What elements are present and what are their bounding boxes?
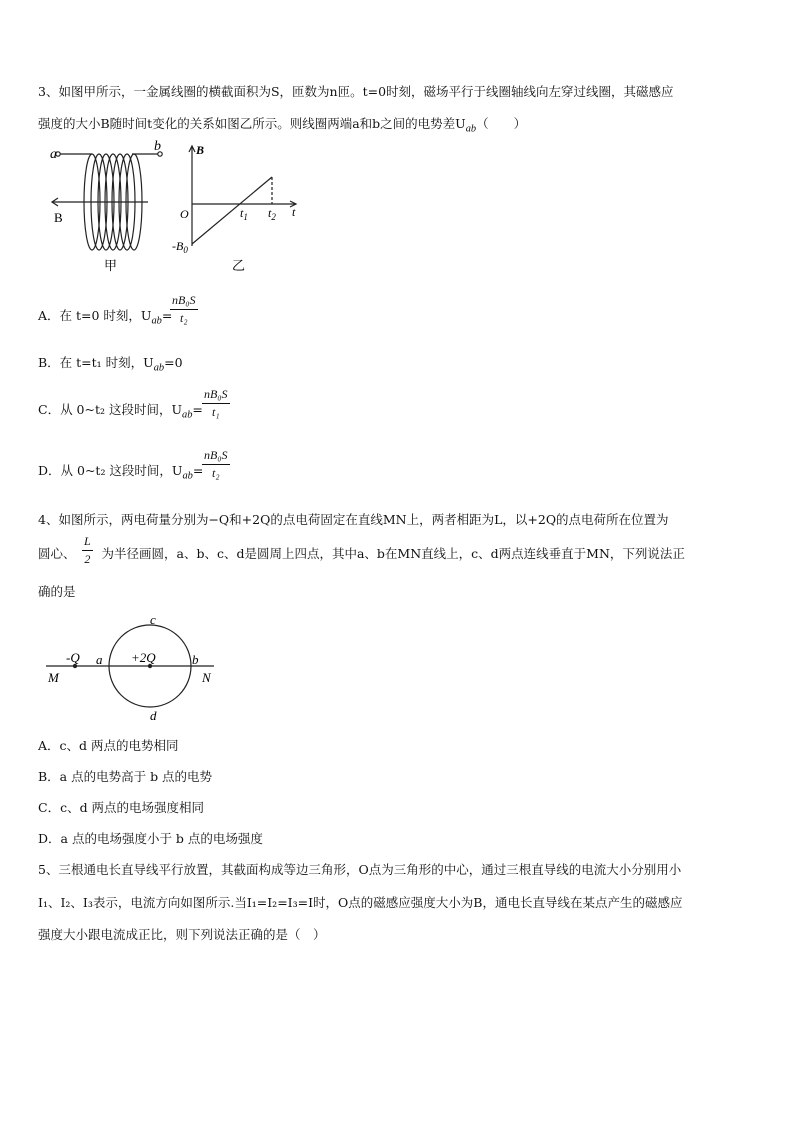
graph-origin: O — [180, 207, 189, 221]
q3-option-c-fraction: nB₀S t₁ — [204, 387, 228, 419]
q3-option-b[interactable]: B．在 t=t₁ 时刻，$U_{ab}=0$ — [38, 355, 183, 374]
q3-option-d[interactable]: D．从 0~t₂ 这段时间，$U_{ab}=$ — [38, 463, 204, 482]
q4-option-c[interactable]: C．c、d 两点的电场强度相同 — [38, 800, 205, 815]
q5-stem-line2: I₁、I₂、I₃表示，电流方向如图所示.当I₁=I₂=I₃=I时，O点的磁感应强度大小为B，通电长直导线在某点产生的磁感应 — [38, 895, 683, 910]
point-d: d — [150, 708, 157, 723]
q4-figure-circle — [38, 610, 228, 725]
coil-label-b: b — [154, 140, 161, 154]
point-a: a — [96, 652, 103, 667]
point-c: c — [150, 612, 156, 627]
q4-radius-fraction: L 2 — [84, 534, 91, 566]
graph-t1: $t_1$ — [240, 206, 248, 222]
graph-t2: $t_2$ — [268, 206, 276, 222]
point-b: b — [192, 652, 199, 667]
charge-negQ: -Q — [66, 650, 80, 665]
q4-option-a[interactable]: A．c、d 两点的电势相同 — [38, 738, 179, 753]
q4-stem-line2: 圆心、 为半径画圆，a、b、c、d是圆周上四点，其中a、b在MN直线上，c、d两点连线垂直于MN，下列说法正 — [38, 546, 685, 561]
q3-figure-coil — [48, 140, 166, 275]
q4-stem-line1: 4、如图所示，两电荷量分别为−Q和+2Q的点电荷固定在直线MN上，两者相距为L，以+2Q的点电荷所在位置为 — [38, 512, 669, 527]
coil-label-a: a — [50, 147, 57, 162]
label-M: M — [48, 670, 59, 685]
q3-stem-line2: 强度的大小B随时间t变化的关系如图乙所示。则线圈两端a和b之间的电势差$U_{ab}$（ ） — [38, 116, 527, 135]
q4-stem-line3: 确的是 — [38, 584, 76, 599]
q3-option-d-fraction: nB₀S t₂ — [204, 448, 228, 480]
q3-option-a-fraction: nB₀S t₂ — [172, 293, 196, 325]
q5-stem-line1: 5、三根通电长直导线平行放置，其截面构成等边三角形，O点为三角形的中心，通过三根直导线的电流大小分别用小 — [38, 862, 682, 877]
graph-xlabel: t — [292, 205, 296, 219]
q3-option-a[interactable]: A．在 t=0 时刻，$U_{ab}=$ — [38, 308, 173, 327]
q4-option-b[interactable]: B．a 点的电势高于 b 点的电势 — [38, 769, 213, 784]
graph-caption: 乙 — [232, 258, 246, 273]
graph-negB0: $-B_0$ — [172, 239, 188, 255]
q3-figure-graph — [168, 140, 308, 275]
q5-stem-line3: 强度大小跟电流成正比，则下列说法正确的是（ ） — [38, 927, 326, 942]
coil-caption: 甲 — [104, 258, 118, 273]
graph-ylabel: B — [196, 143, 205, 157]
q3-stem-line1: 3、如图甲所示，一金属线圈的横截面积为S，匝数为n匝。t=0时刻，磁场平行于线圈轴线向左穿过线圈，其磁感应 — [38, 84, 674, 99]
coil-label-B: B — [54, 210, 63, 225]
charge-posQ: +2Q — [131, 650, 156, 665]
label-N: N — [202, 670, 211, 685]
q4-option-d[interactable]: D．a 点的电场强度小于 b 点的电场强度 — [38, 831, 263, 846]
q3-option-c[interactable]: C．从 0~t₂ 这段时间，$U_{ab}=$ — [38, 402, 203, 421]
